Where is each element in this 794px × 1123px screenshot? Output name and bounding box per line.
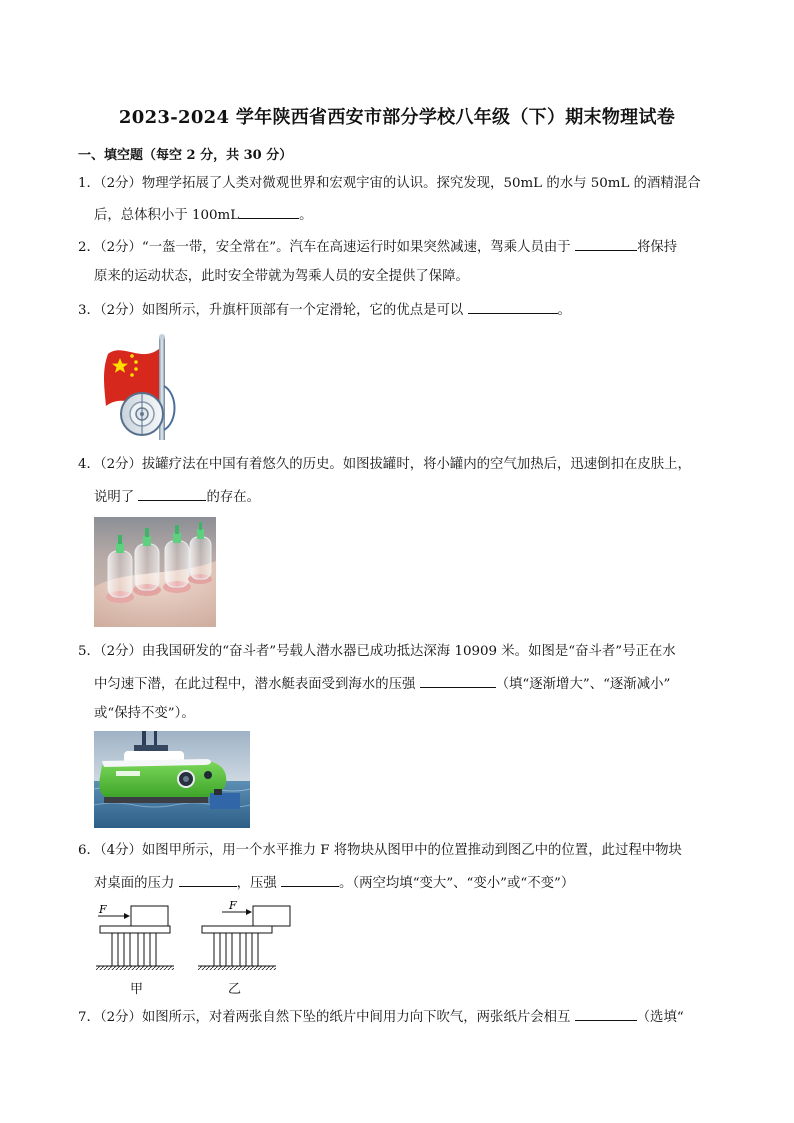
q6-caption-jia: 甲 xyxy=(130,982,144,997)
q6-text: 对桌面的压力 xyxy=(94,876,175,891)
q6-answer-blank-2[interactable] xyxy=(281,873,339,887)
q6-line-2 xyxy=(94,873,574,893)
q6-caption-yi: 乙 xyxy=(228,982,242,997)
q5-text: 中匀速下潜，在此过程中，潜水艇表面受到海水的压强 xyxy=(94,677,416,692)
q3-tail: 。 xyxy=(557,303,571,318)
q4-tail: 的存在。 xyxy=(206,490,260,505)
q1-text: 后，总体积小于 100mL xyxy=(94,208,240,223)
q1-answer-blank[interactable] xyxy=(239,205,299,219)
section-fill-in-blank: 一、填空题（每空 2 分，共 30 分） xyxy=(78,148,293,163)
q4-line-2 xyxy=(94,487,260,507)
q6-answer-blank-1[interactable] xyxy=(179,873,237,887)
q5-line-2 xyxy=(94,674,670,694)
q7-text: 7．（2分）如图所示，对着两张自然下坠的纸片中间用力向下吹气，两张纸片会相互 xyxy=(78,1010,571,1025)
q3-answer-blank[interactable] xyxy=(468,300,558,314)
q6-force-label-yi: F xyxy=(229,900,237,912)
q7-tail: （选填“ xyxy=(636,1010,684,1025)
q3-text: 3．（2分）如图所示，升旗杆顶部有一个定滑轮，它的优点是可以 xyxy=(78,303,464,318)
q6-tail: 。（两空均填“变大”、“变小”或“不变”） xyxy=(339,876,575,891)
q3-line-1 xyxy=(78,300,571,320)
q5-line-1: 5．（2分）由我国研发的“奋斗者”号载人潜水器已成功抵达深海 10909 米。如图是“奋斗者”号正在水 xyxy=(78,644,676,659)
q2-line-1 xyxy=(78,237,677,257)
q5-answer-blank[interactable] xyxy=(420,674,496,688)
q6-force-label-jia: F xyxy=(99,903,107,916)
q6-figure-jia xyxy=(94,900,176,972)
q5-submersible-photo xyxy=(94,731,250,828)
exam-title: 2023-2024 学年陕西省西安市部分学校八年级（下）期末物理试卷 xyxy=(118,107,676,128)
q6-line-1: 6．（4分）如图甲所示，用一个水平推力 F 将物块从图甲中的位置推动到图乙中的位置，此过程中物块 xyxy=(78,843,682,858)
q6-figure-yi xyxy=(196,900,294,972)
q2-line-2: 原来的运动状态，此时安全带就为驾乘人员的安全提供了保障。 xyxy=(94,269,469,284)
q2-text: 2．（2分）“一盔一带，安全常在”。汽车在高速运行时如果突然减速，驾乘人员由于 xyxy=(78,240,571,255)
q4-answer-blank[interactable] xyxy=(138,487,206,501)
q1-line-1: 1．（2分）物理学拓展了人类对微观世界和宏观宇宙的认识。探究发现，50mL 的水与 50mL 的酒精混合 xyxy=(78,176,701,191)
q3-flagpole-figure xyxy=(98,334,178,440)
q5-tail: （填“逐渐增大”、“逐渐减小” xyxy=(495,677,671,692)
q2-tail: 将保持 xyxy=(636,240,678,255)
q5-line-3: 或“保持不变”）。 xyxy=(94,706,195,721)
q2-answer-blank[interactable] xyxy=(575,237,637,251)
q6-mid: ，压强 xyxy=(236,876,277,891)
q7-answer-blank[interactable] xyxy=(575,1007,637,1021)
q7-line-1 xyxy=(78,1007,684,1027)
q1-tail: 。 xyxy=(299,208,313,223)
q4-line-1: 4．（2分）拔罐疗法在中国有着悠久的历史。如图拔罐时，将小罐内的空气加热后，迅速倒扣在皮肤上， xyxy=(78,457,691,472)
q1-line-2 xyxy=(94,205,313,225)
q4-cupping-photo xyxy=(94,517,216,627)
q4-text: 说明了 xyxy=(94,490,135,505)
